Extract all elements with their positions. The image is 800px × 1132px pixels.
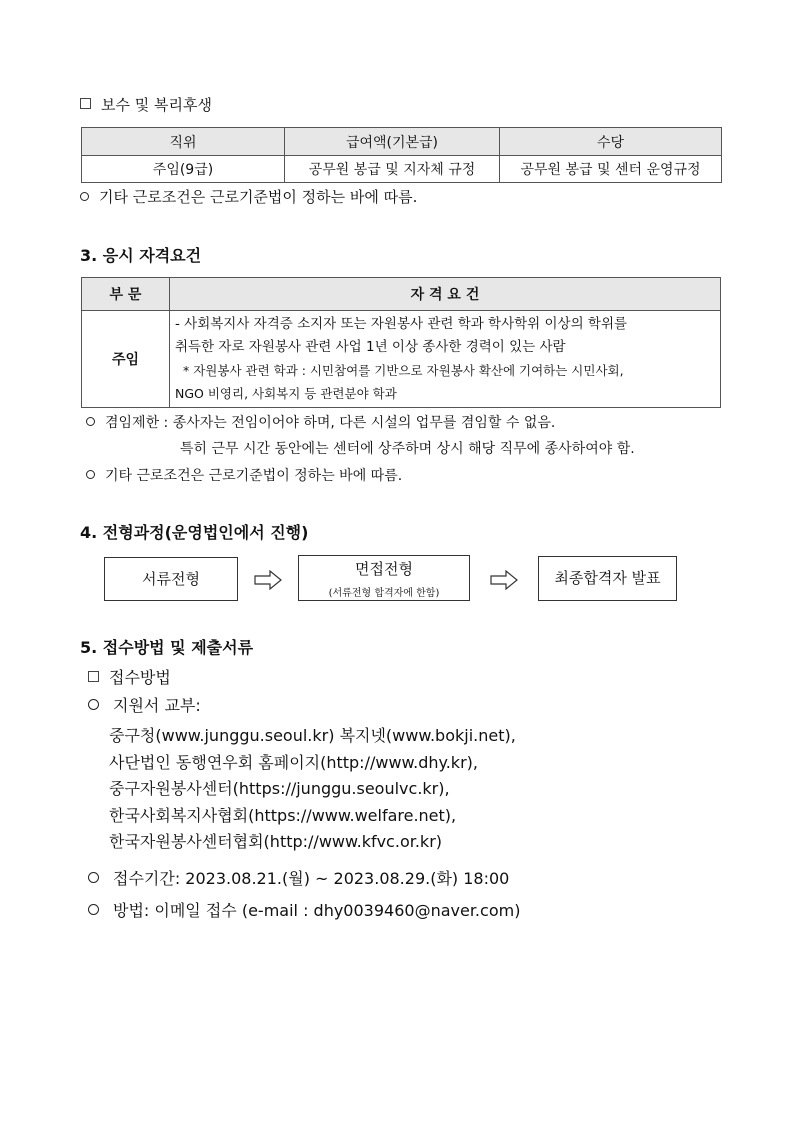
salary-section-title: 보수 및 복리후생 (80, 94, 212, 115)
circle-bullet-icon (88, 872, 99, 883)
salary-table (81, 127, 722, 183)
salary-note: 기타 근로조건은 근로기준법이 정하는 바에 따름. (80, 186, 417, 207)
process-step-interview (298, 555, 470, 601)
qualification-section-title: 3. 응시 자격요건 (80, 246, 202, 265)
list-item: 중구자원봉사센터(https://junggu.seoulvc.kr), (109, 779, 450, 798)
application-subtitle: 접수방법 (88, 665, 171, 688)
circle-bullet-icon (80, 192, 89, 201)
salary-cell-allowance: 공무원 봉급 및 센터 운영규정 (500, 156, 722, 183)
qualification-note-concurrent: 겸임제한 : 종사자는 전임이어야 하며, 다른 시설의 업무를 겸임할 수 없음. (86, 412, 555, 432)
process-step-interview-label: 면접전형 (355, 560, 413, 578)
list-item: 한국사회복지사협회(https://www.welfare.net), (109, 805, 457, 825)
qualification-header-department: 부 문 (82, 278, 170, 311)
requirement-note-line: * 자원봉사 관련 학과 : 시민참여를 기반으로 자원봉사 확산에 기여하는 시민사회, (183, 363, 624, 378)
qualification-table (81, 277, 721, 408)
application-item-form-distribution: 지원서 교부: (88, 693, 201, 716)
process-step-interview-sublabel: (서류전형 합격자에 한함) (328, 588, 440, 599)
salary-cell-position: 주임(9급) (82, 156, 285, 183)
right-arrow-icon (254, 570, 282, 590)
circle-bullet-icon (88, 699, 99, 710)
qualification-note-concurrent-cont: 특히 근무 시간 동안에는 센터에 상주하며 상시 해당 직무에 종사하여야 함. (180, 441, 635, 457)
salary-header-position: 직위 (82, 128, 285, 156)
list-item: 사단법인 동행연우회 홈페이지(http://www.dhy.kr), (109, 752, 478, 772)
square-bullet-icon (88, 671, 99, 682)
square-bullet-icon (80, 98, 91, 109)
circle-bullet-icon (86, 470, 95, 479)
requirement-line: - 사회복지사 자격증 소지자 또는 자원봉사 관련 학과 학사학위 이상의 학위를 (175, 316, 628, 332)
qualification-header-requirements: 자 격 요 건 (170, 278, 721, 311)
application-item-method: 방법: 이메일 접수 (e-mail : dhy0039460@naver.com) (88, 898, 520, 921)
application-section-title: 5. 접수방법 및 제출서류 (80, 638, 254, 657)
qualification-note-other: 기타 근로조건은 근로기준법이 정하는 바에 따름. (86, 465, 402, 485)
requirement-note-line: NGO 비영리, 사회복지 등 관련분야 학과 (175, 386, 397, 401)
qualification-cell-position: 주임 (82, 311, 170, 408)
qualification-cell-requirements (170, 311, 721, 408)
process-step-final-announcement: 최종합격자 발표 (538, 556, 677, 601)
process-step-document-screening: 서류전형 (104, 557, 238, 601)
list-item: 중구청(www.junggu.seoul.kr) 복지넷(www.bokji.net), (109, 726, 516, 745)
salary-cell-base-pay: 공무원 봉급 및 지자체 규정 (285, 156, 500, 183)
list-item: 한국자원봉사센터협회(http://www.kfvc.or.kr) (109, 832, 443, 851)
application-item-period: 접수기간: 2023.08.21.(월) ~ 2023.08.29.(화) 18:00 (88, 866, 509, 889)
circle-bullet-icon (86, 417, 95, 426)
process-section-title: 4. 전형과정(운영법인에서 진행) (80, 523, 309, 542)
salary-header-base-pay: 급여액(기본급) (285, 128, 500, 156)
requirement-line: 취득한 자로 자원봉사 관련 사업 1년 이상 종사한 경력이 있는 사람 (175, 339, 566, 355)
right-arrow-icon (490, 570, 518, 590)
salary-header-allowance: 수당 (500, 128, 722, 156)
application-sites-list (109, 723, 516, 856)
circle-bullet-icon (88, 904, 99, 915)
